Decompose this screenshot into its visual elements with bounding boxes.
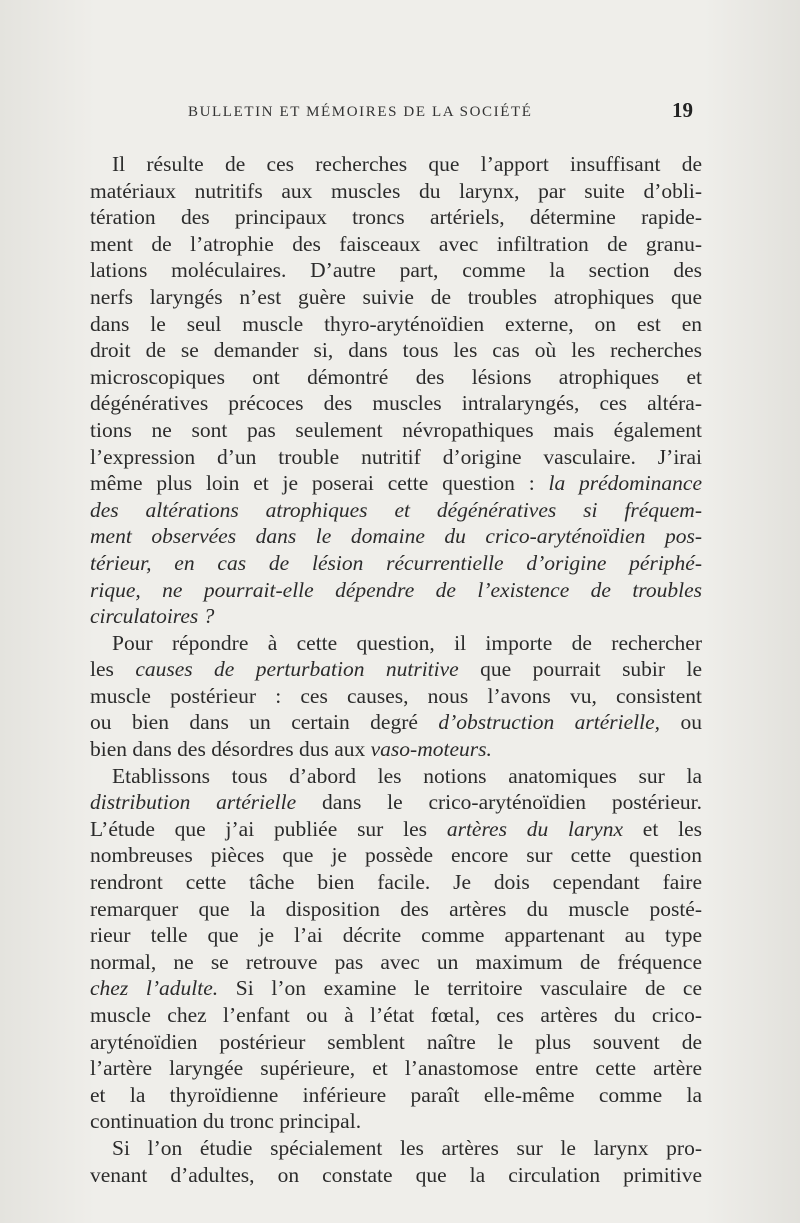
text-line xyxy=(90,630,702,657)
text-span: tération des principaux troncs artériels, détermine rapide- xyxy=(90,205,702,230)
text-span: Si l’on étudie spécialement les artères sur le larynx pro- xyxy=(112,1135,702,1160)
italic-span: d’obstruction artérielle, xyxy=(438,710,661,735)
text-line xyxy=(90,257,702,284)
text-span: ment de l’atrophie des faisceaux avec infiltration de granu- xyxy=(90,231,702,256)
text-line xyxy=(90,497,702,524)
text-line xyxy=(90,577,702,604)
text-line xyxy=(90,1002,702,1029)
text-span: aryténoïdien postérieur semblent naître le plus souvent de xyxy=(90,1029,702,1054)
text-span: continuation du tronc principal. xyxy=(90,1109,362,1134)
text-line xyxy=(90,364,702,391)
text-span: tions ne sont pas seulement névropathiques mais également xyxy=(90,417,702,442)
italic-span: causes de perturbation nutritive xyxy=(135,657,459,682)
text-span: et la thyroïdienne inférieure paraît elle-même comme la xyxy=(90,1082,702,1107)
text-line xyxy=(90,231,702,258)
text-line xyxy=(90,550,702,577)
text-span: rendront cette tâche bien facile. Je dois cependant faire xyxy=(90,870,702,895)
text-line xyxy=(90,842,702,869)
text-span: bien dans des désordres dus aux xyxy=(90,737,371,762)
text-line xyxy=(90,151,702,178)
text-span: ou xyxy=(660,710,702,735)
text-line xyxy=(90,311,702,338)
text-line xyxy=(90,896,702,923)
text-line xyxy=(90,603,702,630)
text-span: muscle postérieur : ces causes, nous l’avons vu, consistent xyxy=(90,683,702,708)
text-line xyxy=(90,417,702,444)
text-line xyxy=(90,523,702,550)
text-span: dégénératives précoces des muscles intralaryngés, ces altéra- xyxy=(90,391,702,416)
text-line xyxy=(90,1029,702,1056)
text-span: remarquer que la disposition des artères du muscle posté- xyxy=(90,896,702,921)
text-span: droit de se demander si, dans tous les cas où les recherches xyxy=(90,338,702,363)
text-span: dans le seul muscle thyro-aryténoïdien externe, on est en xyxy=(90,311,702,336)
text-span: lations moléculaires. D’autre part, comme la section des xyxy=(90,258,702,283)
text-line xyxy=(90,869,702,896)
text-line xyxy=(90,709,702,736)
italic-span: vaso-moteurs. xyxy=(370,737,492,762)
italic-span: la prédominance xyxy=(548,471,703,496)
text-line xyxy=(90,656,702,683)
text-span: muscle chez l’enfant ou à l’état fœtal, ces artères du crico- xyxy=(90,1003,702,1027)
text-line xyxy=(90,683,702,710)
text-line xyxy=(90,1162,702,1189)
italic-span: térieur, en cas de lésion récurrentielle d’origine périphé- xyxy=(90,550,702,575)
italic-span: rique, ne pourrait-elle dépendre de l’existence de troubles xyxy=(90,577,702,602)
text-line xyxy=(90,337,702,364)
italic-span: des altérations atrophiques et dégénératives si fréquem- xyxy=(90,497,702,522)
text-line xyxy=(90,178,702,205)
text-span: et les xyxy=(623,816,703,841)
text-line xyxy=(90,444,702,471)
text-line xyxy=(90,284,702,311)
italic-span: artères du larynx xyxy=(446,816,623,841)
text-span: nerfs laryngés n’est guère suivie de troubles atrophiques que xyxy=(90,284,702,309)
italic-span: chez l’adulte. xyxy=(90,976,219,1001)
text-line xyxy=(90,1055,702,1082)
text-span: que pourrait subir le xyxy=(458,657,703,682)
text-line xyxy=(90,949,702,976)
text-line xyxy=(90,789,702,816)
text-span: matériaux nutritifs aux muscles du larynx, par suite d’obli- xyxy=(90,178,702,203)
text-span: normal, ne se retrouve pas avec un maximum de fréquence xyxy=(90,949,702,974)
page-number: 19 xyxy=(672,98,693,122)
text-line xyxy=(90,1108,702,1135)
italic-span: circulatoires ? xyxy=(90,604,215,629)
text-span: L’étude que j’ai publiée sur les xyxy=(90,816,447,841)
text-line xyxy=(90,1135,702,1162)
text-span: ou bien dans un certain degré xyxy=(90,710,439,735)
text-span: Il résulte de ces recherches que l’apport insuffisant de xyxy=(112,152,702,176)
text-span: microscopiques ont démontré des lésions atrophiques et xyxy=(90,364,702,389)
text-line xyxy=(90,975,702,1002)
body-text xyxy=(90,151,702,1188)
text-span: l’artère laryngée supérieure, et l’anastomose entre cette artère xyxy=(90,1056,702,1081)
text-span: les xyxy=(90,657,136,682)
text-span: dans le crico-aryténoïdien postérieur. xyxy=(296,790,703,815)
text-line xyxy=(90,470,702,497)
italic-span: ment observées dans le domaine du crico-aryténoïdien pos- xyxy=(90,524,702,549)
text-span: Si l’on examine le territoire vasculaire de ce xyxy=(218,976,702,1001)
text-line xyxy=(90,816,702,843)
text-span: venant d’adultes, on constate que la circulation primitive xyxy=(90,1162,702,1187)
text-span: rieur telle que je l’ai décrite comme appartenant au type xyxy=(90,923,702,948)
text-span: Pour répondre à cette question, il importe de rechercher xyxy=(112,630,702,655)
italic-span: distribution artérielle xyxy=(90,790,297,815)
text-line xyxy=(90,204,702,231)
text-span: Etablissons tous d’abord les notions anatomiques sur la xyxy=(112,763,702,788)
text-line xyxy=(90,922,702,949)
text-span: même plus loin et je poserai cette question : xyxy=(90,471,549,496)
running-header: BULLETIN ET MÉMOIRES DE LA SOCIÉTÉ xyxy=(188,104,533,120)
text-span: nombreuses pièces que je possède encore sur cette question xyxy=(90,843,702,868)
text-line xyxy=(90,736,702,763)
text-line xyxy=(90,390,702,417)
text-line xyxy=(90,1082,702,1109)
text-span: l’expression d’un trouble nutritif d’origine vasculaire. J’irai xyxy=(90,444,702,469)
text-line xyxy=(90,763,702,790)
